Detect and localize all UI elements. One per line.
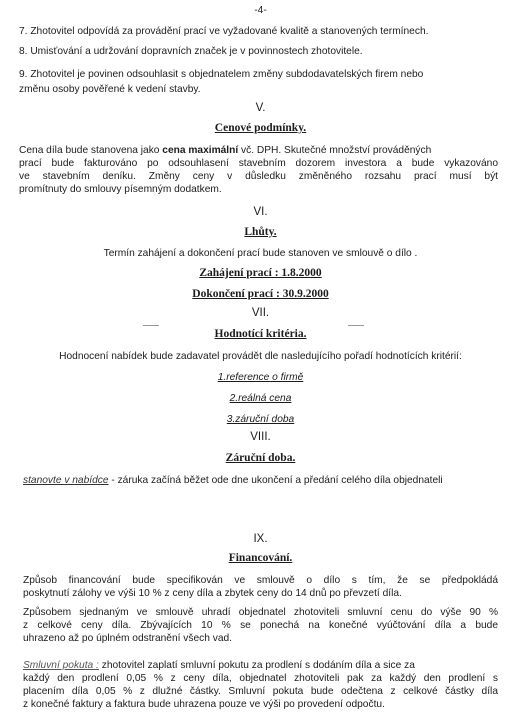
section-9-p3-line-2: každý den prodlení 0,05 % z ceny díla, objednatel zhotoviteli pak za každý den prodlení s (23, 673, 498, 684)
section-9-p2-line-2: z celkové ceny díla. Zbývajících 10 % se ponechá na konečné vyúčtování díla a bude (23, 620, 498, 631)
section-8-text (23, 474, 443, 487)
section-8-title: Záruční doba. (225, 452, 296, 464)
section-5-text-pre: Cena díla bude stanovena jako (19, 145, 163, 156)
section-6-text: Termín zahájení a dokončení prací bude stanoven ve smlouvě o dílo . (103, 248, 418, 259)
section-7-title: Hodnotící kritéria. (214, 328, 307, 340)
section-9-p1-line-2: poskytnutí zálohy ve výši 10 % z ceny díla a zbytek ceny do 14 dnů po převzetí díla. (23, 588, 402, 599)
section-9-p2-line-1: Způsobem sjednaným ve smlouvě uhradí objednatel zhotoviteli smluvní cenu do výše 90 % (23, 607, 498, 618)
section-5-title: Cenové podmínky. (214, 122, 307, 134)
section-9-p2-line-3: uhrazeno až po úplném odstranění všech vad. (23, 633, 232, 644)
section-9-p3-line-1 (23, 659, 498, 672)
section-9-number: IX. (253, 533, 268, 545)
divider-left (143, 325, 159, 326)
warranty-lead: stanovte v nabídce (23, 475, 109, 486)
item-9-line-1: 9. Zhotovitel je povinen odsouhlasit s objednatelem změny subdodavatelských firem nebo (19, 69, 424, 80)
item-7: 7. Zhotovitel odpovídá za provádění prací ve vyžadované kvalitě a stanovených termínech. (19, 26, 429, 37)
penalty-text-first: zhotovitel zaplatí smluvní pokutu za prodlení s dodáním díla a sice za (98, 660, 415, 671)
section-5-line-3: ve stavebním deníku. Změny ceny v důsledku změněného rozsahu prací musí být (19, 171, 498, 182)
section-7-text: Hodnocení nabídek bude zadavatel provádět dle nasledujícího pořadí hodnotících kritérií: (59, 351, 462, 362)
section-5-line-2: prací bude fakturováno po odsouhlasení stavebním dozorem investora a bude vykazováno (19, 158, 498, 169)
section-9-p1-line-1: Způsob financování bude specifikován ve smlouvě o dílo s tím, že se předpokládá (23, 575, 498, 586)
section-7-number: VII. (251, 307, 270, 319)
divider-right (348, 325, 364, 326)
section-5-text-post: vč. DPH. Skutečné množství prováděných (238, 145, 432, 156)
section-5-line-1 (19, 144, 498, 157)
warranty-text: - záruka začíná běžet ode dne ukončení a předání celého díla objednateli (108, 475, 443, 486)
section-9-p3-line-3: placením díla 0,05 % z dlužné částky. Smluvní pokuta bude odečtena z celkové částky díla (23, 686, 498, 697)
start-date: Zahájení prací : 1.8.2000 (199, 267, 322, 279)
section-5-line-4: promítnuty do smlouvy písemným dodatkem. (19, 184, 222, 195)
page-number: -4- (254, 5, 267, 16)
section-5-number: V. (255, 102, 266, 114)
section-9-p3-line-4: z konečné faktury a faktura bude uhrazena pouze ve výši po provedení odpočtu. (23, 699, 385, 710)
section-6-number: VI. (253, 206, 268, 218)
end-date: Dokončení prací : 30.9.2000 (192, 288, 329, 300)
section-5-text-bold: cena maximální (162, 145, 239, 156)
item-8: 8. Umisťování a udržování dopravních značek je v povinnostech zhotovitele. (19, 46, 363, 57)
section-9-title: Financování. (228, 552, 293, 564)
section-8-number: VIII. (250, 431, 271, 443)
section-6-title: Lhůty. (244, 226, 277, 238)
criterion-3: 3.záruční doba (226, 414, 295, 425)
penalty-lead: Smluvní pokuta : (23, 660, 99, 671)
criterion-2: 2.reálná cena (229, 393, 292, 404)
item-9-line-2: změnu osoby pověřené k vedení stavby. (19, 84, 201, 95)
criterion-1: 1.reference o firmě (217, 372, 304, 383)
